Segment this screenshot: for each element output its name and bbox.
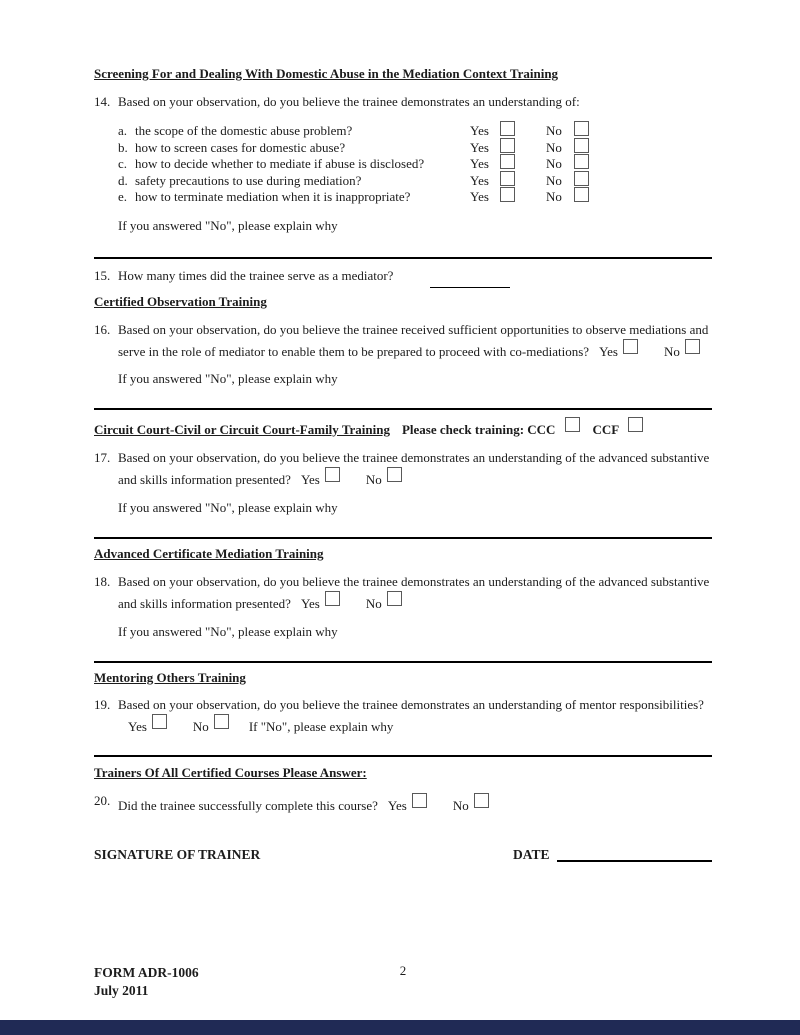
q16-no-checkbox[interactable] bbox=[685, 339, 700, 354]
subitem-letter: b. bbox=[118, 139, 128, 155]
question-14 bbox=[94, 94, 712, 111]
question-text: Based on your observation, do you believe the trainee demonstrates an understanding of the advanced substantive and skills information presented? bbox=[118, 450, 710, 487]
ccf-label: CCF bbox=[592, 421, 620, 437]
subitem-text: safety precautions to use during mediation? bbox=[135, 172, 362, 188]
q16-explain-prompt: If you answered "No", please explain why bbox=[118, 371, 338, 386]
subitem-letter: d. bbox=[118, 172, 128, 188]
section-heading-screening: Screening For and Dealing With Domestic Abuse in the Mediation Context Training bbox=[94, 66, 559, 81]
q14c-no-checkbox[interactable] bbox=[574, 154, 589, 169]
q14a-no-checkbox[interactable] bbox=[574, 121, 589, 136]
question-text: Based on your observation, do you believe the trainee demonstrates an understanding of mentor responsibilities? bbox=[118, 697, 704, 712]
yes-label: Yes bbox=[128, 718, 147, 734]
q14-subquestion-d bbox=[118, 173, 712, 190]
no-label: No bbox=[452, 797, 469, 813]
question-number: 17. bbox=[94, 450, 111, 465]
section-heading-row-circuit bbox=[94, 417, 712, 439]
no-label: No bbox=[546, 156, 562, 171]
q17-explain-line[interactable] bbox=[94, 537, 712, 539]
question-text: Based on your observation, do you believe the trainee received sufficient opportunities to observe mediations and serve in the role of mediator to enable them to be prepared to proceed with co-mediations? bbox=[118, 322, 709, 359]
ccc-checkbox[interactable] bbox=[565, 417, 580, 432]
subitem-letter: c. bbox=[118, 156, 128, 171]
q18-no-checkbox[interactable] bbox=[387, 591, 402, 606]
subitem-letter: e. bbox=[118, 189, 128, 204]
ccf-checkbox[interactable] bbox=[628, 417, 643, 432]
q16-explain-line[interactable] bbox=[94, 408, 712, 410]
form-number: FORM ADR-1006 bbox=[94, 964, 199, 980]
date-label: DATE bbox=[513, 847, 550, 862]
q14c-yes-checkbox[interactable] bbox=[500, 154, 515, 169]
q14-subquestion-b bbox=[118, 140, 712, 157]
question-number: 14. bbox=[94, 93, 111, 109]
subitem-text: the scope of the domestic abuse problem? bbox=[135, 123, 353, 138]
q14-subquestions bbox=[94, 123, 712, 206]
question-number: 20. bbox=[94, 792, 111, 808]
q16-yes-checkbox[interactable] bbox=[623, 339, 638, 354]
section-heading-trainers: Trainers Of All Certified Courses Please Answer: bbox=[94, 765, 367, 780]
yes-label: Yes bbox=[300, 471, 320, 487]
date-line[interactable] bbox=[557, 847, 712, 862]
q14-explain-prompt: If you answered "No", please explain why bbox=[118, 217, 338, 233]
question-15 bbox=[94, 268, 712, 285]
q19-explain-line[interactable] bbox=[94, 755, 712, 757]
question-16 bbox=[94, 322, 712, 360]
yes-label: Yes bbox=[470, 139, 489, 155]
question-number: 19. bbox=[94, 697, 111, 712]
no-label: No bbox=[546, 189, 562, 204]
no-label: No bbox=[664, 343, 680, 359]
no-label: No bbox=[546, 139, 562, 155]
q14a-yes-checkbox[interactable] bbox=[500, 121, 515, 136]
question-number: 15. bbox=[94, 268, 111, 283]
yes-label: Yes bbox=[470, 123, 489, 138]
yes-label: Yes bbox=[599, 343, 618, 359]
no-label: No bbox=[546, 172, 562, 188]
question-17 bbox=[94, 450, 712, 488]
question-text: How many times did the trainee serve as a mediator? bbox=[118, 268, 394, 283]
q14b-no-checkbox[interactable] bbox=[574, 138, 589, 153]
q14-subquestion-c bbox=[118, 156, 712, 173]
check-training-ccc-label: Please check training: CCC bbox=[401, 421, 556, 437]
q19-explain-prompt: If "No", please explain why bbox=[248, 718, 394, 734]
subitem-letter: a. bbox=[118, 123, 128, 138]
q14e-no-checkbox[interactable] bbox=[574, 187, 589, 202]
yes-label: Yes bbox=[470, 172, 489, 188]
bottom-bar bbox=[0, 1020, 800, 1035]
no-label: No bbox=[546, 123, 562, 138]
subitem-text: how to screen cases for domestic abuse? bbox=[135, 139, 346, 155]
yes-label: Yes bbox=[300, 595, 320, 611]
question-19 bbox=[94, 697, 712, 735]
q17-no-checkbox[interactable] bbox=[387, 467, 402, 482]
q18-explain-line[interactable] bbox=[94, 661, 712, 663]
q20-yes-checkbox[interactable] bbox=[412, 793, 427, 808]
no-label: No bbox=[192, 718, 209, 734]
section-heading-mentoring: Mentoring Others Training bbox=[94, 669, 246, 685]
q18-yes-checkbox[interactable] bbox=[325, 591, 340, 606]
question-text: Based on your observation, do you believe the trainee demonstrates an understanding of: bbox=[118, 93, 580, 109]
form-date: July 2011 bbox=[94, 982, 149, 998]
subitem-text: how to terminate mediation when it is inappropriate? bbox=[135, 189, 411, 204]
q19-no-checkbox[interactable] bbox=[214, 714, 229, 729]
page-number: 2 bbox=[399, 962, 407, 978]
signature-of-trainer-label: SIGNATURE OF TRAINER bbox=[94, 847, 261, 862]
q17-yes-checkbox[interactable] bbox=[325, 467, 340, 482]
yes-label: Yes bbox=[470, 156, 489, 171]
q14b-yes-checkbox[interactable] bbox=[500, 138, 515, 153]
section-heading-advanced-certificate: Advanced Certificate Mediation Training bbox=[94, 545, 324, 561]
q18-explain-prompt: If you answered "No", please explain why bbox=[118, 624, 338, 639]
q19-yes-checkbox[interactable] bbox=[152, 714, 167, 729]
signature-row bbox=[94, 847, 712, 864]
question-text: Did the trainee successfully complete this course? bbox=[118, 797, 378, 813]
q20-no-checkbox[interactable] bbox=[474, 793, 489, 808]
yes-label: Yes bbox=[387, 797, 407, 813]
q14e-yes-checkbox[interactable] bbox=[500, 187, 515, 202]
q14-explain-line[interactable] bbox=[94, 257, 712, 259]
question-number: 18. bbox=[94, 574, 111, 589]
section-heading-circuit-court: Circuit Court-Civil or Circuit Court-Family Training bbox=[94, 421, 390, 437]
q15-answer-line[interactable] bbox=[430, 285, 510, 288]
question-text: Based on your observation, do you believe the trainee demonstrates an understanding of the advanced substantive and skills information presented? bbox=[118, 574, 710, 611]
q17-explain-prompt: If you answered "No", please explain why bbox=[118, 500, 338, 515]
page-footer bbox=[94, 964, 712, 1000]
section-heading-certified-observation: Certified Observation Training bbox=[94, 293, 267, 309]
subitem-text: how to decide whether to mediate if abuse is disclosed? bbox=[135, 156, 425, 171]
no-label: No bbox=[365, 595, 382, 611]
q14-subquestion-a bbox=[118, 123, 712, 140]
yes-label: Yes bbox=[470, 189, 489, 204]
question-18 bbox=[94, 574, 712, 612]
q14d-no-checkbox[interactable] bbox=[574, 171, 589, 186]
no-label: No bbox=[365, 471, 382, 487]
q14-subquestion-e bbox=[118, 189, 712, 206]
question-20 bbox=[94, 793, 712, 815]
q14d-yes-checkbox[interactable] bbox=[500, 171, 515, 186]
question-number: 16. bbox=[94, 322, 111, 337]
